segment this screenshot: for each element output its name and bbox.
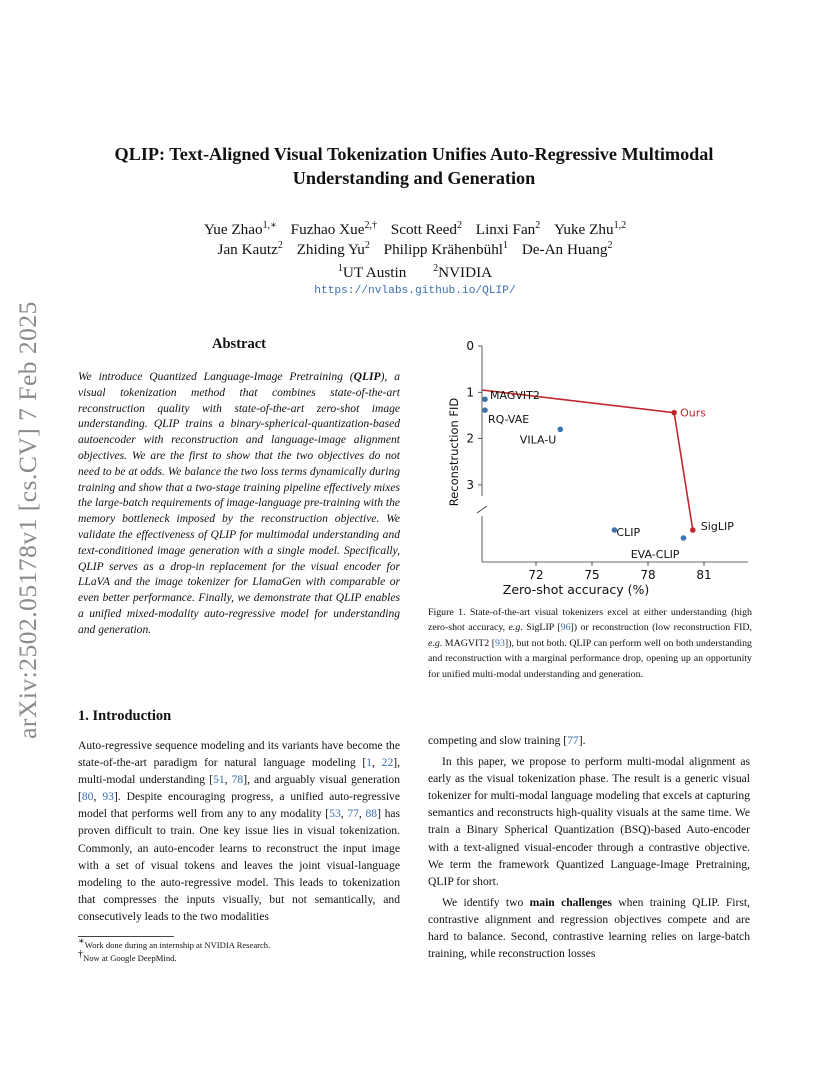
data-point-siglip [690, 527, 696, 533]
affiliation: $^2$NVIDIA [433, 262, 493, 281]
footnote-divider [78, 936, 174, 937]
author: Linxi Fan$^2$ [475, 219, 541, 238]
chart-ticks [466, 339, 711, 582]
introduction-paragraph: Auto-regressive sequence modeling and its variants have become the state-of-the-art paradigm for natural language modeling [1, 22], multi-modal understanding [51, 78], and arguably visual generation [80, 93]. Despite encouraging progress, a unified auto-regressive model that performs well from any to any modality [53, 77, 88] has proven difficult to train. One key issue lies in visual tokenization. Commonly, an auto-encoder learns to reconstruct the input image with a set of visual tokens and leaves the joint visual-language modeling to the auto-regressive model. This leads to tokenization that compresses the inputs visually, but not semantically, and consecutively leads to the two modalities [78, 739, 401, 923]
author: Yue Zhao$^{1,∗}$ [203, 219, 277, 238]
y-axis-break-mark [477, 506, 487, 513]
authors-line-2 [120, 239, 710, 260]
abstract-body: We introduce Quantized Language-Image Pretraining (QLIP), a visual tokenization method that combines state-of-the-art reconstruction quality with state-of-the-art zero-shot image understanding. QLIP trains a binary-spherical-quantization-based autoencoder with reconstruction and language-image alignment objectives. We are the first to show that the two objectives do not need to be at odds. We balance the two loss terms dynamically during training and show that a two-stage training pipeline effectively mixes the large-batch requirements of image-language pre-training with the memory bottleneck imposed by the reconstruction objective. We validate the effectiveness of QLIP for multimodal understanding and text-conditioned image generation with a single model. Specifically, QLIP serves as a drop-in replacement for the visual encoder for LLaVA and the image tokenizer for LlamaGen with comparable or even better performance. Finally, we demonstrate that QLIP enables a unified mixed-modality auto-regressive model for understanding and generation. [78, 371, 400, 636]
arxiv-identifier-stamp: arXiv:2502.05178v1 [cs.CV] 7 Feb 2025 [13, 301, 42, 739]
citation-link[interactable]: 88 [365, 807, 378, 821]
author: De-An Huang$^2$ [521, 239, 613, 258]
point-label-clip: CLIP [616, 526, 641, 539]
author: Yuke Zhu$^{1,2}$ [554, 219, 627, 238]
y-tick-label: 1 [466, 385, 474, 400]
x-tick-label: 81 [696, 568, 712, 582]
y-tick-label: 0 [466, 339, 474, 353]
y-axis-label: Reconstruction FID [447, 397, 461, 507]
section-heading-introduction: 1. Introduction [78, 708, 172, 724]
citation-link[interactable]: 53 [329, 807, 341, 821]
author: Philipp Krähenbühl$^1$ [383, 239, 509, 258]
project-url-link[interactable]: https://nvlabs.github.io/QLIP/ [314, 285, 516, 297]
citation-link[interactable]: 77 [347, 807, 359, 821]
citation-link[interactable]: 80 [81, 790, 94, 804]
citation-link[interactable]: 96 [560, 622, 571, 634]
authors-line-1 [120, 219, 710, 240]
paper-title: QLIP: Text-Aligned Visual Tokenization Unifies Auto-Regressive Multimodal Understanding and Generation [114, 144, 714, 188]
paragraph: competing and slow training [77]. [428, 734, 586, 747]
figure-1-chart [430, 334, 756, 604]
point-label-ours: Ours [680, 406, 707, 420]
author: Fuzhao Xue$^{2,\dagger}$ [290, 219, 377, 238]
footnote: †Now at Google DeepMind. [78, 949, 177, 963]
data-point-ours [671, 410, 677, 416]
x-tick-label: 72 [528, 568, 544, 582]
introduction-right-column [428, 732, 750, 962]
scatter-plot [430, 334, 756, 604]
author: Jan Kautz$^2$ [217, 239, 283, 258]
citation-link[interactable]: 1 [366, 756, 373, 770]
data-point-eva-clip [681, 535, 687, 541]
point-label-siglip: SigLIP [700, 520, 734, 533]
data-point-magvit2 [482, 396, 488, 402]
x-tick-label: 78 [640, 568, 656, 582]
frontier-line [482, 390, 693, 530]
citation-link[interactable]: 22 [381, 756, 394, 770]
affiliation: $^1$UT Austin [337, 262, 407, 281]
citation-link[interactable]: 77 [567, 734, 579, 747]
data-point-rq-vae [482, 407, 488, 413]
x-axis-label: Zero-shot accuracy (%) [502, 582, 650, 597]
frontier-polyline [482, 390, 693, 530]
point-label-vila-u: VILA-U [519, 433, 557, 447]
figure-1-caption: Figure 1. State-of-the-art visual tokenizers excel at either understanding (high zero-shot accuracy, e.g. SigLIP [96]) or reconstruction (low reconstruction FID, e.g. MAGVIT2 [93]), but not both. QLIP can perform well on both understanding and reconstruction with a marginal performance drop, opening up an opportunity for unified multi-modal understanding and generation. [428, 607, 752, 680]
point-label-rq-vae: RQ-VAE [488, 413, 530, 427]
paragraph: We identify two main challenges when training QLIP. First, contrastive alignment and regression objectives compete and are hard to balance. Second, contrastive learning relies on large-batch training, while reconstruction losses [428, 895, 750, 961]
abstract-heading: Abstract [212, 336, 266, 352]
citation-link[interactable]: 93 [495, 637, 505, 649]
author: Zhiding Yu$^2$ [296, 239, 370, 258]
footnote: ∗Work done during an internship at NVIDIA Research. [78, 936, 271, 950]
citation-link[interactable]: 51 [213, 773, 225, 787]
author: Scott Reed$^2$ [390, 219, 462, 238]
citation-link[interactable]: 78 [231, 773, 244, 787]
x-tick-label: 75 [584, 568, 600, 582]
point-labels [488, 389, 734, 561]
citation-link[interactable]: 93 [102, 790, 114, 804]
y-tick-label: 2 [466, 431, 474, 446]
point-label-eva-clip: EVA-CLIP [630, 548, 680, 561]
data-point-vila-u [557, 427, 563, 433]
y-tick-label: 3 [466, 477, 474, 492]
affiliations [120, 262, 710, 283]
point-label-magvit2: MAGVIT2 [490, 389, 540, 403]
paragraph: In this paper, we propose to perform multi-modal alignment as early as the visual tokenization phase. The result is a generic visual tokenizer for multi-modal language modeling that excels at capturing semantics and reconstructs high-quality visuals at the same time. We train a Binary Spherical Quantization (BSQ)-based Auto-encoder with a text-aligned visual-encoder through a contrastive objective. We term the framework Quantized Language-Image Pretraining, QLIP for short. [428, 755, 750, 888]
